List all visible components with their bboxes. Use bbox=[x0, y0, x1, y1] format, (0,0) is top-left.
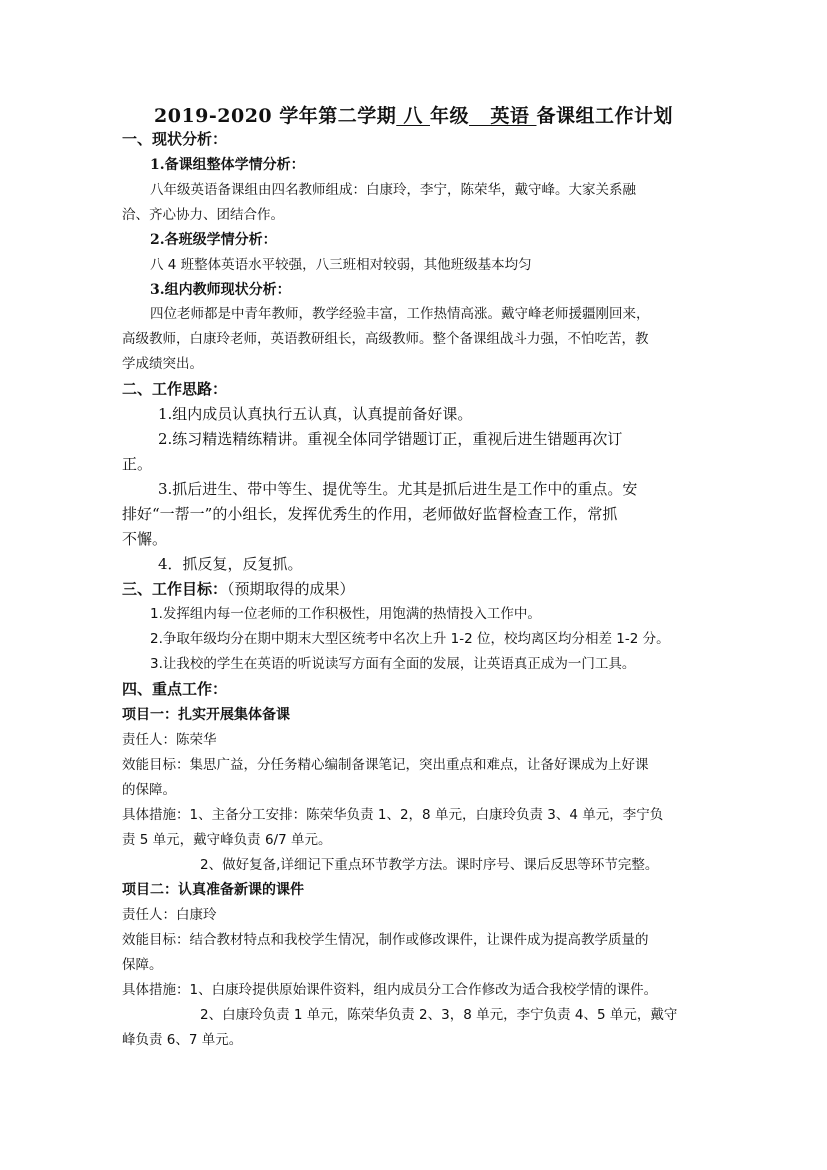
paragraph-line: 3.让我校的学生在英语的听说读写方面有全面的发展，让英语真正成为一门工具。 bbox=[150, 656, 636, 672]
paragraph-line: 排好“一帮一”的小组长，发挥优秀生的作用，老师做好监督检查工作，常抓 bbox=[122, 505, 618, 523]
paragraph-line: 2、白康玲负责 1 单元，陈荣华负责 2、3，8 单元，李宁负责 4、5 单元，戴守 bbox=[200, 1007, 678, 1023]
paragraph-line: 责任人：白康玲 bbox=[122, 907, 217, 923]
paragraph-line: 1.组内成员认真执行五认真，认真提前备好课。 bbox=[158, 405, 473, 423]
paragraph-line: 2.争取年级均分在期中期末大型区统考中名次上升 1-2 位，校均离区均分相差 1-2 分。 bbox=[150, 631, 670, 647]
title-prefix: 2019-2020 学年第二学期 bbox=[154, 105, 397, 127]
paragraph-line: 峰负责 6、7 单元。 bbox=[122, 1032, 243, 1048]
paragraph-line: 4．抓反复，反复抓。 bbox=[158, 555, 303, 573]
document-title bbox=[0, 101, 827, 128]
title-grade: 八 bbox=[396, 105, 430, 127]
paragraph-line: 学成绩突出。 bbox=[122, 356, 203, 372]
paragraph-line: 具体措施：1、主备分工安排：陈荣华负责 1、2，8 单元，白康玲负责 3、4 单元，李宁负 bbox=[122, 807, 664, 823]
paragraph-line: 效能目标：集思广益，分任务精心编制备课笔记，突出重点和难点，让备好课成为上好课 bbox=[122, 757, 649, 773]
section-heading: 二、工作思路： bbox=[122, 380, 228, 398]
paragraph-line: 四位老师都是中青年教师，教学经验丰富，工作热情高涨。戴守峰老师援疆刚回来， bbox=[150, 306, 650, 322]
title-suffix: 备课组工作计划 bbox=[536, 105, 673, 127]
paragraph-line: 责 5 单元，戴守峰负责 6/7 单元。 bbox=[122, 832, 332, 848]
section-heading-row bbox=[122, 580, 355, 599]
paragraph-line: 1.发挥组内每一位老师的工作积极性，用饱满的热情投入工作中。 bbox=[150, 606, 541, 622]
paragraph-line: 洽、齐心协力、团结合作。 bbox=[122, 207, 284, 223]
paragraph-line: 八年级英语备课组由四名教师组成：白康玲，李宁，陈荣华，戴守峰。大家关系融 bbox=[150, 182, 636, 198]
title-subject: 英语 bbox=[469, 105, 537, 127]
section-heading-note: （预期取得的成果） bbox=[227, 580, 355, 598]
paragraph-line: 正。 bbox=[122, 455, 153, 473]
paragraph-line: 保障。 bbox=[122, 957, 163, 973]
paragraph-line: 不懈。 bbox=[122, 530, 168, 548]
subsection-heading: 1.备课组整体学情分析： bbox=[150, 157, 305, 173]
section-heading: 一、现状分析： bbox=[122, 130, 228, 148]
paragraph-line: 八 4 班整体英语水平较强，八三班相对较弱，其他班级基本均匀 bbox=[150, 257, 532, 273]
paragraph-line: 效能目标：结合教材特点和我校学生情况，制作或修改课件，让课件成为提高教学质量的 bbox=[122, 932, 649, 948]
subsection-heading: 2.各班级学情分析： bbox=[150, 232, 277, 248]
paragraph-line: 高级教师，白康玲老师，英语教研组长，高级教师。整个备课组战斗力强，不怕吃苦，教 bbox=[122, 331, 649, 347]
title-grade-suffix: 年级 bbox=[430, 105, 470, 127]
paragraph-line: 2.练习精选精练精讲。重视全体同学错题订正，重视后进生错题再次订 bbox=[158, 430, 623, 448]
paragraph-line: 具体措施：1、白康玲提供原始课件资料，组内成员分工合作修改为适合我校学情的课件。 bbox=[122, 982, 658, 998]
project-heading: 项目二：认真准备新课的课件 bbox=[122, 882, 304, 898]
project-heading: 项目一：扎实开展集体备课 bbox=[122, 707, 290, 723]
section-heading: 四、重点工作： bbox=[122, 680, 228, 698]
subsection-heading: 3.组内教师现状分析： bbox=[150, 282, 291, 298]
paragraph-line: 责任人：陈荣华 bbox=[122, 732, 217, 748]
section-heading: 三、工作目标： bbox=[122, 580, 228, 598]
paragraph-line: 2、做好复备,详细记下重点环节教学方法。课时序号、课后反思等环节完整。 bbox=[200, 857, 659, 873]
paragraph-line: 的保障。 bbox=[122, 782, 176, 798]
paragraph-line: 3.抓后进生、带中等生、提优等生。尤其是抓后进生是工作中的重点。安 bbox=[158, 480, 638, 498]
